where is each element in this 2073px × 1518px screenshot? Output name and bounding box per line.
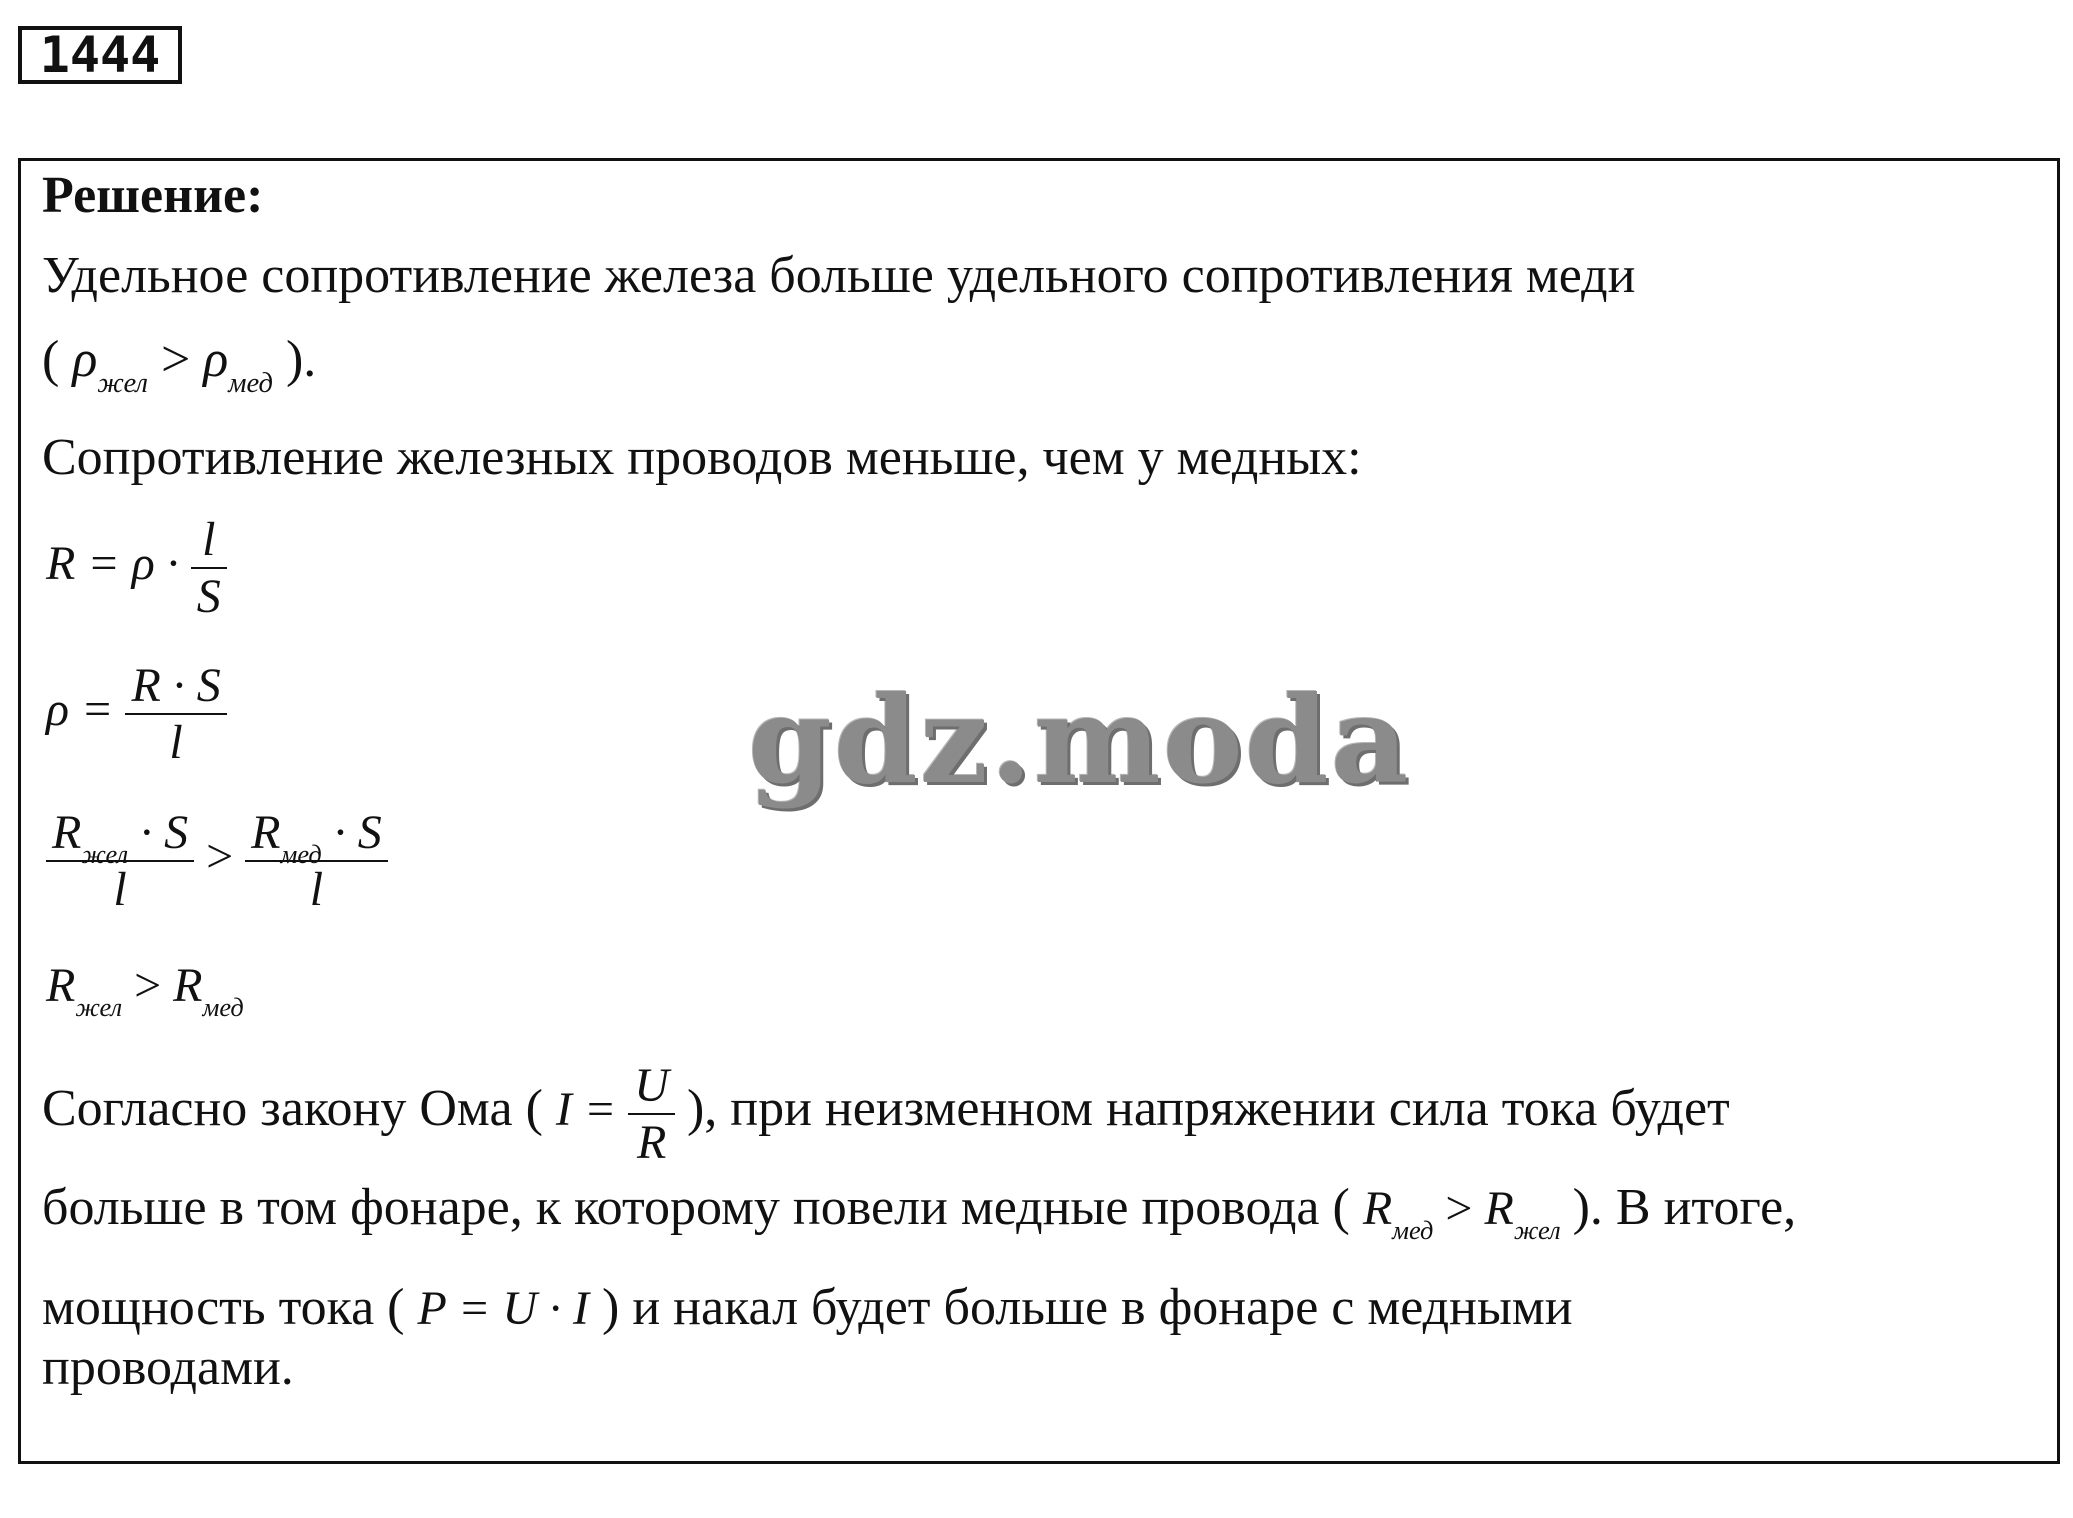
problem-number: 1444 bbox=[18, 26, 182, 84]
ohm-law-formula: I = $\frac{U}{R}$ bbox=[556, 1083, 687, 1136]
rho-iron: $\rho_{жел}$ bbox=[72, 331, 148, 399]
text-line-ohm: Согласно закону Ома ( I = $\frac{U}{R}$ ), при неизменном напряжении сила тока будет bbox=[42, 1059, 1730, 1170]
power-formula: P = U · I bbox=[417, 1282, 590, 1335]
resistance-compare-inline: $R_{мед} > R_{жел}$ bbox=[1362, 1182, 1561, 1245]
fraction-iron: $\frac{R_{жел} \cdot S}{l}$ bbox=[46, 805, 194, 917]
paren-open: ( bbox=[42, 331, 60, 388]
fraction-copper: $\frac{R_{мед} \cdot S}{l}$ bbox=[245, 805, 388, 917]
solution-heading: Решение: bbox=[42, 167, 264, 224]
fraction-rs-over-l: $\frac{R \cdot S}{l}$ bbox=[125, 658, 226, 770]
formula-compare-fractions: $\frac{R_{жел} \cdot S}{l}$ > $\frac{R_{мед} \cdot S}{l}$ bbox=[46, 805, 388, 917]
text-line-4: больше в том фонаре, к которому повели медные провода ( $R_{мед} > R_{жел}$ ). В итоге, bbox=[42, 1179, 1797, 1245]
formula-resistivity: ρ = $\frac{R \cdot S}{l}$ bbox=[46, 658, 227, 770]
text-line-2: Сопротивление железных проводов меньше, чем у медных: bbox=[42, 429, 1362, 486]
greater-sign: > bbox=[160, 331, 191, 388]
text-line-1: Удельное сопротивление железа больше удельного сопротивления меди bbox=[42, 247, 1636, 304]
fraction-u-over-r: $\frac{U}{R}$ bbox=[628, 1058, 675, 1170]
rho-comparison bbox=[42, 330, 316, 398]
text-line-6: проводами. bbox=[42, 1339, 294, 1396]
watermark: gdz.moda bbox=[748, 670, 1411, 811]
formula-resistance: R = ρ · $\frac{l}{S}$ bbox=[46, 512, 227, 624]
fraction-l-over-s: $\frac{l}{S}$ bbox=[191, 512, 227, 624]
text-line-5: мощность тока ( P = U · I ) и накал будет больше в фонаре с медными bbox=[42, 1279, 1573, 1336]
formula-resistance-compare: $R_{жел} > R_{мед}$ bbox=[46, 959, 244, 1022]
paren-close: ). bbox=[285, 331, 317, 388]
rho-copper: $\rho_{мед}$ bbox=[203, 331, 273, 399]
